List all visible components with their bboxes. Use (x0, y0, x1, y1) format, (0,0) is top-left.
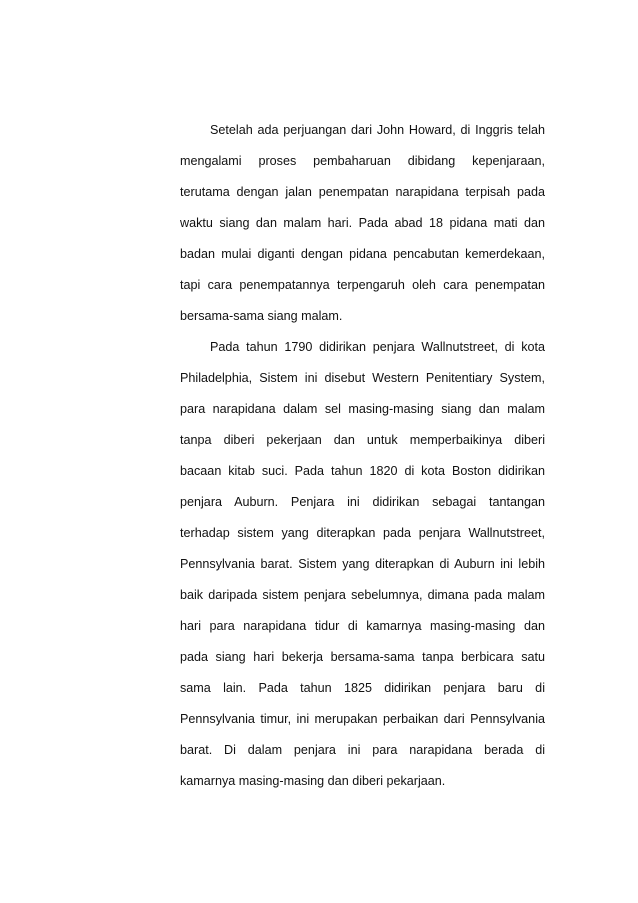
paragraph-2-line-6: penjara Auburn. Penjara ini didirikan sebagai tantangan (180, 495, 545, 509)
paragraph-2-line-13: Pennsylvania timur, ini merupakan perbaikan dari Pennsylvania (180, 712, 545, 726)
paragraph-1-line-1: Setelah ada perjuangan dari John Howard, di Inggris telah (210, 123, 545, 137)
paragraph-2-line-10: hari para narapidana tidur di kamarnya masing-masing dan (180, 619, 545, 633)
paragraph-2-line-14: barat. Di dalam penjara ini para narapidana berada di (180, 743, 545, 757)
paragraph-2-line-11: pada siang hari bekerja bersama-sama tanpa berbicara satu (180, 650, 545, 664)
paragraph-2-line-15: kamarnya masing-masing dan diberi pekarjaan. (180, 774, 446, 788)
paragraph-2-line-8: Pennsylvania barat. Sistem yang diterapkan di Auburn ini lebih (180, 557, 545, 571)
paragraph-2-line-1: Pada tahun 1790 didirikan penjara Wallnutstreet, di kota (210, 340, 545, 354)
paragraph-1-line-7: bersama-sama siang malam. (180, 309, 343, 323)
paragraph-2-line-5: bacaan kitab suci. Pada tahun 1820 di kota Boston didirikan (180, 464, 545, 478)
paragraph-2-line-4: tanpa diberi pekerjaan dan untuk memperbaikinya diberi (180, 433, 545, 447)
paragraph-2-line-2: Philadelphia, Sistem ini disebut Western Penitentiary System, (180, 371, 545, 385)
body-text (180, 120, 545, 802)
paragraph-1-line-5: badan mulai diganti dengan pidana pencabutan kemerdekaan, (180, 247, 545, 261)
paragraph-2-line-3: para narapidana dalam sel masing-masing siang dan malam (180, 402, 545, 416)
paragraph-1-line-4: waktu siang dan malam hari. Pada abad 18 pidana mati dan (180, 216, 545, 230)
paragraph-2-line-9: baik daripada sistem penjara sebelumnya, dimana pada malam (180, 588, 545, 602)
paragraph-1-line-2: mengalami proses pembaharuan dibidang kepenjaraan, (180, 154, 545, 168)
paragraph-2-line-7: terhadap sistem yang diterapkan pada penjara Wallnutstreet, (180, 526, 545, 540)
paragraph-2-line-12: sama lain. Pada tahun 1825 didirikan penjara baru di (180, 681, 545, 695)
paragraph-1-line-3: terutama dengan jalan penempatan narapidana terpisah pada (180, 185, 545, 199)
paragraph-1-line-6: tapi cara penempatannya terpengaruh oleh cara penempatan (180, 278, 545, 292)
